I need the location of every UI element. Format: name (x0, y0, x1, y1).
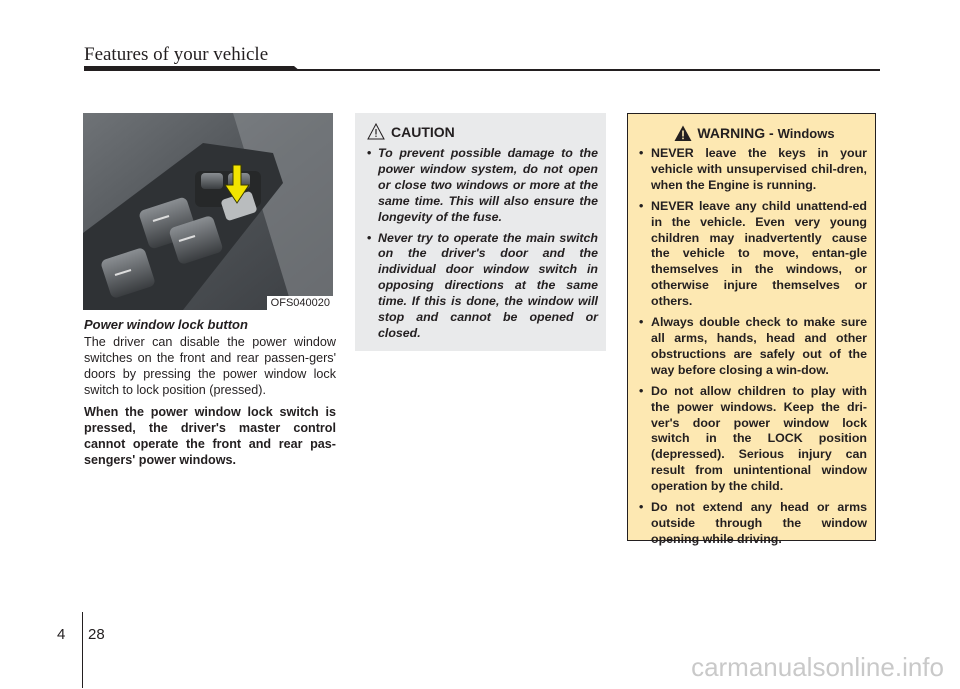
warning-item: • Do not extend any head or arms outside through the window opening while driving. (636, 500, 867, 548)
caution-list (367, 146, 598, 342)
warning-item: • Always double check to make sure all arms, hands, head and other obstructions are safely out of the way before closing a win-dow. (636, 315, 867, 379)
page-header-title: Features of your vehicle (84, 44, 269, 65)
caution-title: CAUTION (391, 124, 455, 140)
footer-divider (82, 612, 83, 688)
chapter-number: 4 (57, 626, 66, 643)
warning-list (636, 146, 867, 548)
caution-item: • Never try to operate the main switch on the driver's door and the individual door window switch in opposing directions at the same time. If this is done, the window will stop and cannot be opened or closed. (367, 231, 598, 342)
warning-item: • NEVER leave any child unattend-ed in the vehicle. Even very young children may inadvertently cause the vehicle to move, entan-gle themselves in the windows, or otherwise injure themselves or others. (636, 199, 867, 310)
caution-header (367, 122, 598, 142)
warning-title: WARNING - (697, 125, 774, 141)
page-number: 28 (88, 626, 105, 643)
body-paragraph: The driver can disable the power window switches on the front and rear passen-gers' doors by pressing the power window lock switch to lock position (pressed). (84, 335, 336, 397)
warning-triangle-icon (674, 125, 692, 142)
caution-item: • To prevent possible damage to the power window system, do not open or close two windows or more at the same time. This will also ensure the longevity of the fuse. (367, 146, 598, 226)
photo-code: OFS040020 (267, 296, 333, 310)
caution-box (355, 113, 606, 351)
caution-triangle-icon (367, 123, 385, 141)
warning-box (627, 113, 876, 546)
photo-caption: Power window lock button (84, 317, 248, 332)
warning-item: • NEVER leave the keys in your vehicle with unsupervised chil-dren, when the Engine is running. (636, 146, 867, 194)
body-bold-paragraph: When the power window lock switch is pressed, the driver's master control cannot operate the front and rear pas-sengers' power windows. (84, 405, 336, 467)
warning-subtitle: Windows (777, 125, 835, 141)
window-switch-photo (83, 113, 333, 310)
warning-item: • Do not allow children to play with the power windows. Keep the dri-ver's door power window lock switch in the LOCK position (depressed). Serious injury can result from unintentional window operation by the child. (636, 384, 867, 495)
warning-header (642, 123, 867, 143)
header-bar (84, 66, 880, 71)
watermark: carmanualsonline.info (691, 652, 944, 682)
